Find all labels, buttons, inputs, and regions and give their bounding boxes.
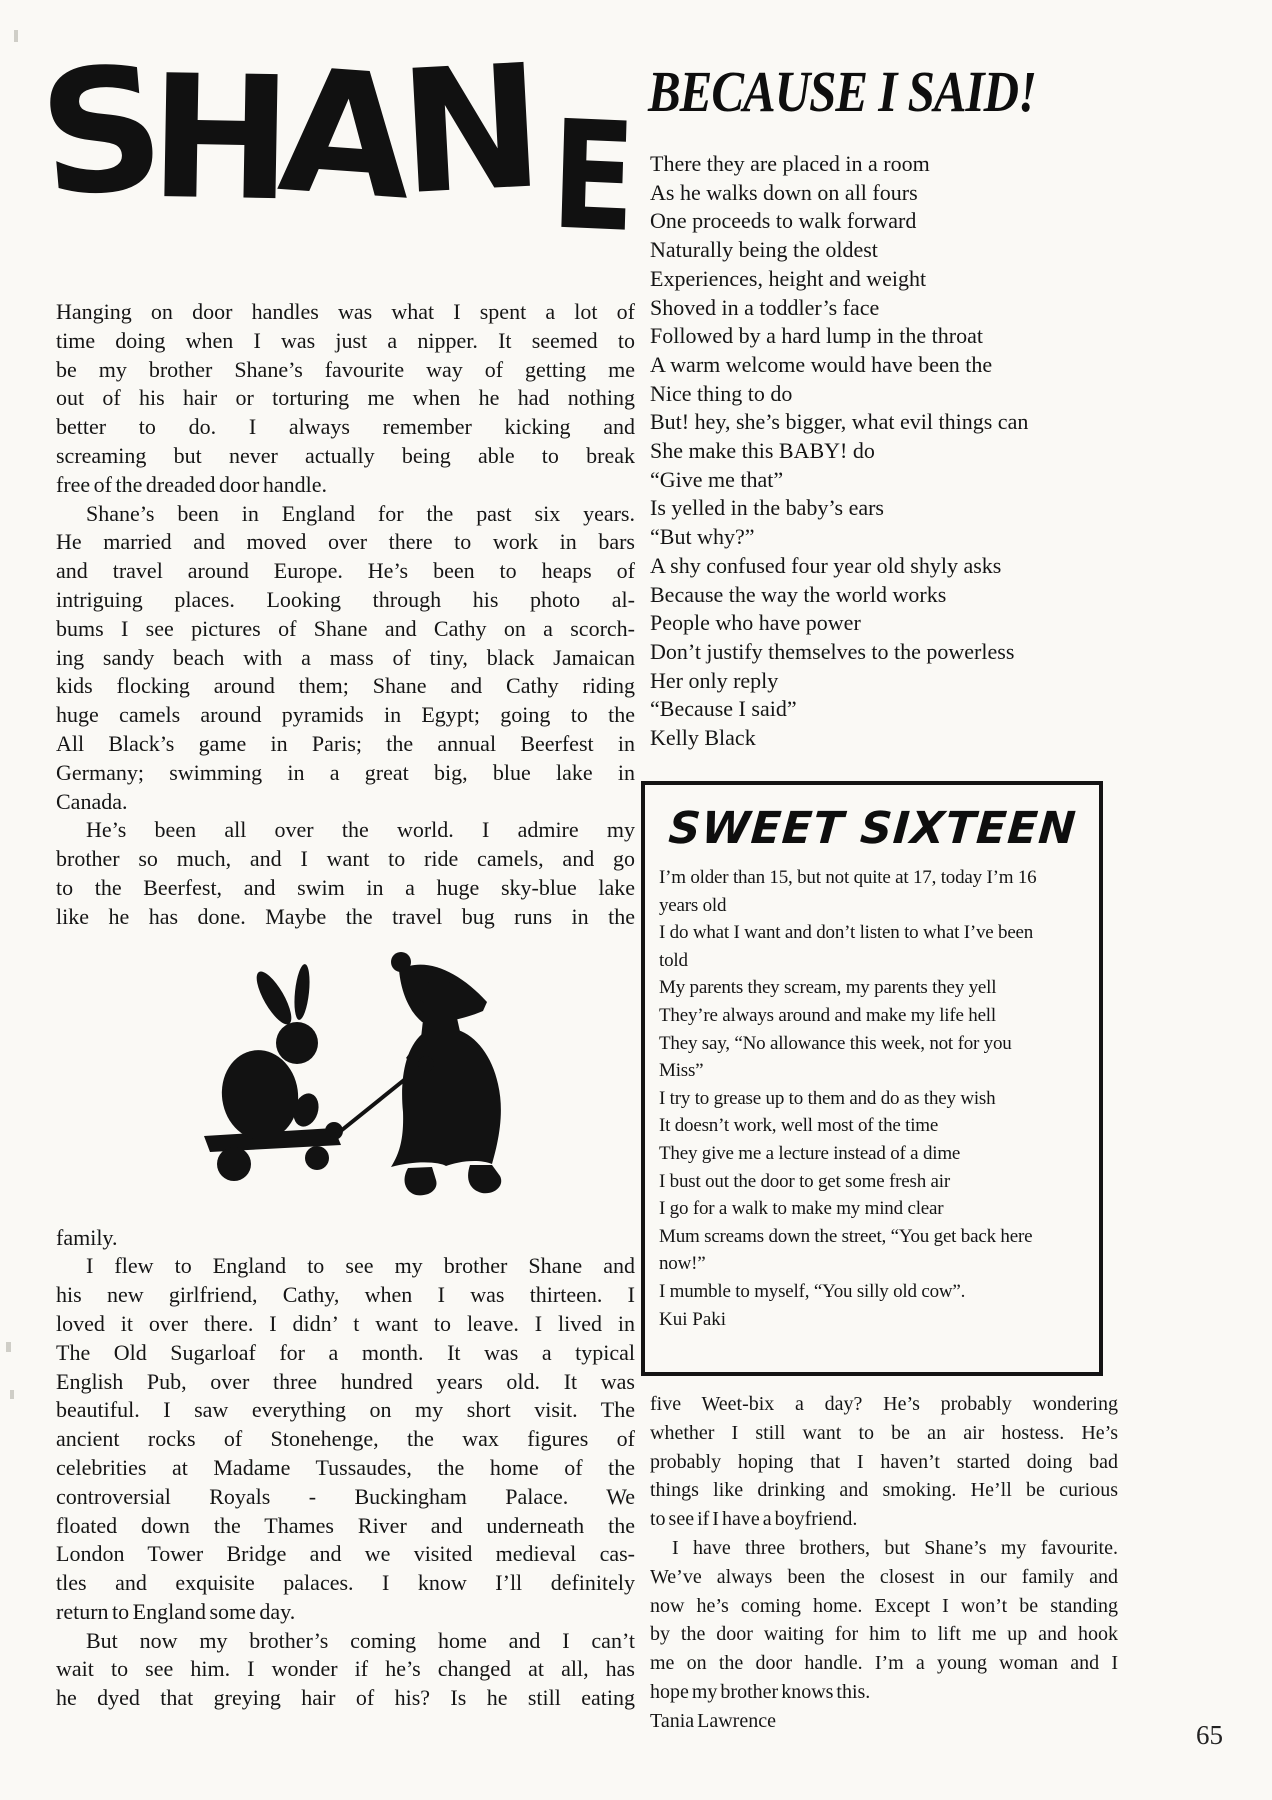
text-line: Hanging on door handles was what I spent a lot of [56, 299, 635, 324]
poem-line: Shoved in a toddler’s face [650, 294, 880, 320]
poem-line: I go for a walk to make my mind clear [659, 1198, 944, 1220]
poem-line: Because the way the world works [650, 581, 947, 607]
article-text-top [56, 298, 635, 932]
text-line: out of his hair or torturing me when he had nothing [56, 385, 635, 411]
poem-box-sweet-sixteen [641, 781, 1103, 1376]
text-line: I flew to England to see my brother Shane and [86, 1253, 635, 1279]
poem-line: Mum screams down the street, “You get back here [659, 1225, 1033, 1247]
poem-line: “Give me that” [650, 466, 784, 492]
text-line: loved it over there. I didn’ t want to leave. I lived in [56, 1310, 635, 1336]
text-line: screaming but never actually being able to break [56, 442, 635, 468]
text-line: time doing when I was just a nipper. It seemed to [56, 327, 635, 353]
text-line: All Black’s game in Paris; the annual Beerfest in [56, 730, 635, 756]
poem-line: They give me a lecture instead of a dime [659, 1142, 961, 1164]
text-line: kids flocking around them; Shane and Cathy riding [56, 673, 635, 699]
text-line: like he has done. Maybe the travel bug runs in the [56, 903, 635, 929]
text-line: hope my brother knows this. [650, 1680, 871, 1703]
title-letter: S [32, 29, 160, 237]
poem-line: My parents they scream, my parents they yell [659, 977, 997, 999]
poem-author: Kui Paki [659, 1308, 727, 1330]
poem-because-i-said [650, 150, 1112, 753]
poem-line: Nice thing to do [650, 380, 793, 406]
text-line: The Old Sugarloaf for a month. It was a typical [56, 1339, 635, 1365]
poem-lines [659, 864, 1091, 1306]
paragraph [650, 1534, 1118, 1707]
text-line: free of the dreaded door handle. [56, 471, 327, 497]
child-pulling-toy-rabbit-illustration [194, 940, 506, 1216]
poem-line: Naturally being the oldest [650, 237, 878, 263]
text-line: intriguing places. Looking through his photo al- [56, 586, 635, 612]
text-line: English Pub, over three hundred years old. It was [56, 1368, 635, 1394]
poem-line: It doesn’t work, well most of the time [659, 1115, 939, 1137]
paragraph [56, 298, 635, 500]
text-line: wait to see him. I wonder if he’s changed at all, has [56, 1656, 635, 1682]
text-line: and travel around Europe. He’s been to heaps of [56, 558, 635, 584]
title-letter: E [548, 88, 629, 266]
poem-line: I try to grease up to them and do as they wish [659, 1087, 996, 1109]
paragraph [56, 1252, 635, 1626]
text-line: We’ve always been the closest in our family and [650, 1565, 1118, 1588]
text-line: Germany; swimming in a great big, blue lake in [56, 759, 635, 785]
article-byline: Tania Lawrence [650, 1709, 776, 1732]
poem-line: They’re always around and make my life hell [659, 1004, 996, 1026]
scan-artifact [6, 1342, 11, 1352]
poem-line: They say, “No allowance this week, not for you [659, 1032, 1012, 1054]
poem-line: Her only reply [650, 667, 779, 693]
text-line: to see if I have a boyfriend. [650, 1508, 858, 1531]
text-line: But now my brother’s coming home and I can’t [86, 1627, 635, 1653]
text-line: things like drinking and smoking. He’ll be curious [650, 1479, 1118, 1502]
paragraph [56, 1224, 635, 1253]
text-line: tles and exquisite palaces. I know I’ll definitely [56, 1570, 635, 1596]
text-line: probably hoping that I haven’t started doing bad [650, 1450, 1118, 1473]
poem-line: I do what I want and don’t listen to what I’ve been [659, 922, 1034, 944]
article-column-left [56, 298, 635, 1713]
text-line: floated down the Thames River and underneath the [56, 1512, 635, 1538]
text-line: whether I still want to be an air hostess. He’s [650, 1421, 1118, 1444]
text-line: Shane’s been in England for the past six years. [86, 500, 635, 526]
text-line: return to England some day. [56, 1598, 296, 1624]
paragraph [56, 1627, 635, 1713]
poem-line: One proceeds to walk forward [650, 208, 917, 234]
title-letter: H [148, 38, 283, 240]
poem-line: A shy confused four year old shyly asks [650, 552, 1002, 578]
poem-line: I mumble to myself, “You silly old cow”. [659, 1280, 966, 1302]
text-line: He married and moved over there to work in bars [56, 529, 635, 555]
poem-line: Followed by a hard lump in the throat [650, 323, 983, 349]
text-line: beautiful. I saw everything on my short visit. The [56, 1397, 635, 1423]
poem-title-sweet-sixteen: SWEET SIXTEEN [667, 803, 1079, 854]
poem-line: now!” [659, 1253, 706, 1275]
poem-title-because-i-said: BECAUSE I SAID! [648, 59, 1037, 125]
scan-artifact [10, 1390, 14, 1399]
text-line: be my brother Shane’s favourite way of getting me [56, 356, 635, 382]
text-line: huge camels around pyramids in Egypt; going to the [56, 702, 635, 728]
text-line: London Tower Bridge and we visited medieval cas- [56, 1541, 635, 1567]
poem-line: Don’t justify themselves to the powerless [650, 638, 1015, 664]
text-line: to the Beerfest, and swim in a huge sky-blue lake [56, 874, 635, 900]
poem-lines [650, 150, 1112, 724]
poem-line: years old [659, 894, 727, 916]
text-line: five Weet-bix a day? He’s probably wondering [650, 1393, 1118, 1415]
poem-author: Kelly Black [650, 725, 756, 751]
poem-line: told [659, 949, 688, 971]
text-line: bums I see pictures of Shane and Cathy on a scorch- [56, 615, 635, 641]
poem-line: As he walks down on all fours [650, 179, 918, 205]
page-number: 65 [1196, 1720, 1223, 1750]
scan-artifact [14, 30, 18, 42]
text-line: I have three brothers, but Shane’s my favourite. [672, 1536, 1118, 1559]
text-line: Canada. [56, 788, 128, 814]
paragraph [650, 1390, 1118, 1534]
text-line: controversial Royals - Buckingham Palace. We [56, 1483, 635, 1509]
poem-line: Experiences, height and weight [650, 265, 927, 291]
article-column-right-continuation [650, 1390, 1118, 1736]
title-letter: A [273, 32, 407, 238]
poem-line: But! hey, she’s bigger, what evil things can [650, 409, 1029, 435]
text-line: celebrities at Madame Tussaudes, the home of the [56, 1454, 635, 1480]
text-line: family. [56, 1224, 118, 1250]
text-line: brother so much, and I want to ride camels, and go [56, 846, 635, 872]
poem-line: I bust out the door to get some fresh air [659, 1170, 950, 1192]
article-title-shane [32, 28, 635, 266]
text-line: ancient rocks of Stonehenge, the wax figures of [56, 1426, 635, 1452]
paragraph [56, 816, 635, 931]
text-line: me on the door handle. I’m a young woman and I [650, 1652, 1118, 1675]
paragraph [56, 500, 635, 817]
poem-line: People who have power [650, 610, 861, 636]
text-line: by the door waiting for him to lift me up and hook [650, 1623, 1118, 1646]
poem-line: Miss” [659, 1060, 704, 1082]
poem-line: “But why?” [650, 524, 755, 550]
poem-line: A warm welcome would have been the [650, 351, 993, 377]
text-line: his new girlfriend, Cathy, when I was thirteen. I [56, 1282, 635, 1308]
text-line: he dyed that greying hair of his? Is he still eating [56, 1685, 635, 1711]
poem-line: I’m older than 15, but not quite at 17, today I’m 16 [659, 867, 1037, 888]
title-letter: N [395, 28, 536, 234]
poem-line: She make this BABY! do [650, 438, 875, 464]
poem-line: Is yelled in the baby’s ears [650, 495, 884, 521]
poem-line: There they are placed in a room [650, 151, 930, 176]
article-text-bottom [56, 1224, 635, 1714]
poem-line: “Because I said” [650, 696, 797, 722]
text-line: now he’s coming home. Except I won’t be standing [650, 1594, 1118, 1617]
illustration-container [56, 932, 635, 1224]
text-line: He’s been all over the world. I admire my [86, 817, 635, 843]
text-line: ing sandy beach with a mass of tiny, black Jamaican [56, 644, 635, 670]
text-line: better to do. I always remember kicking and [56, 414, 635, 440]
article-text-continuation [650, 1390, 1118, 1707]
